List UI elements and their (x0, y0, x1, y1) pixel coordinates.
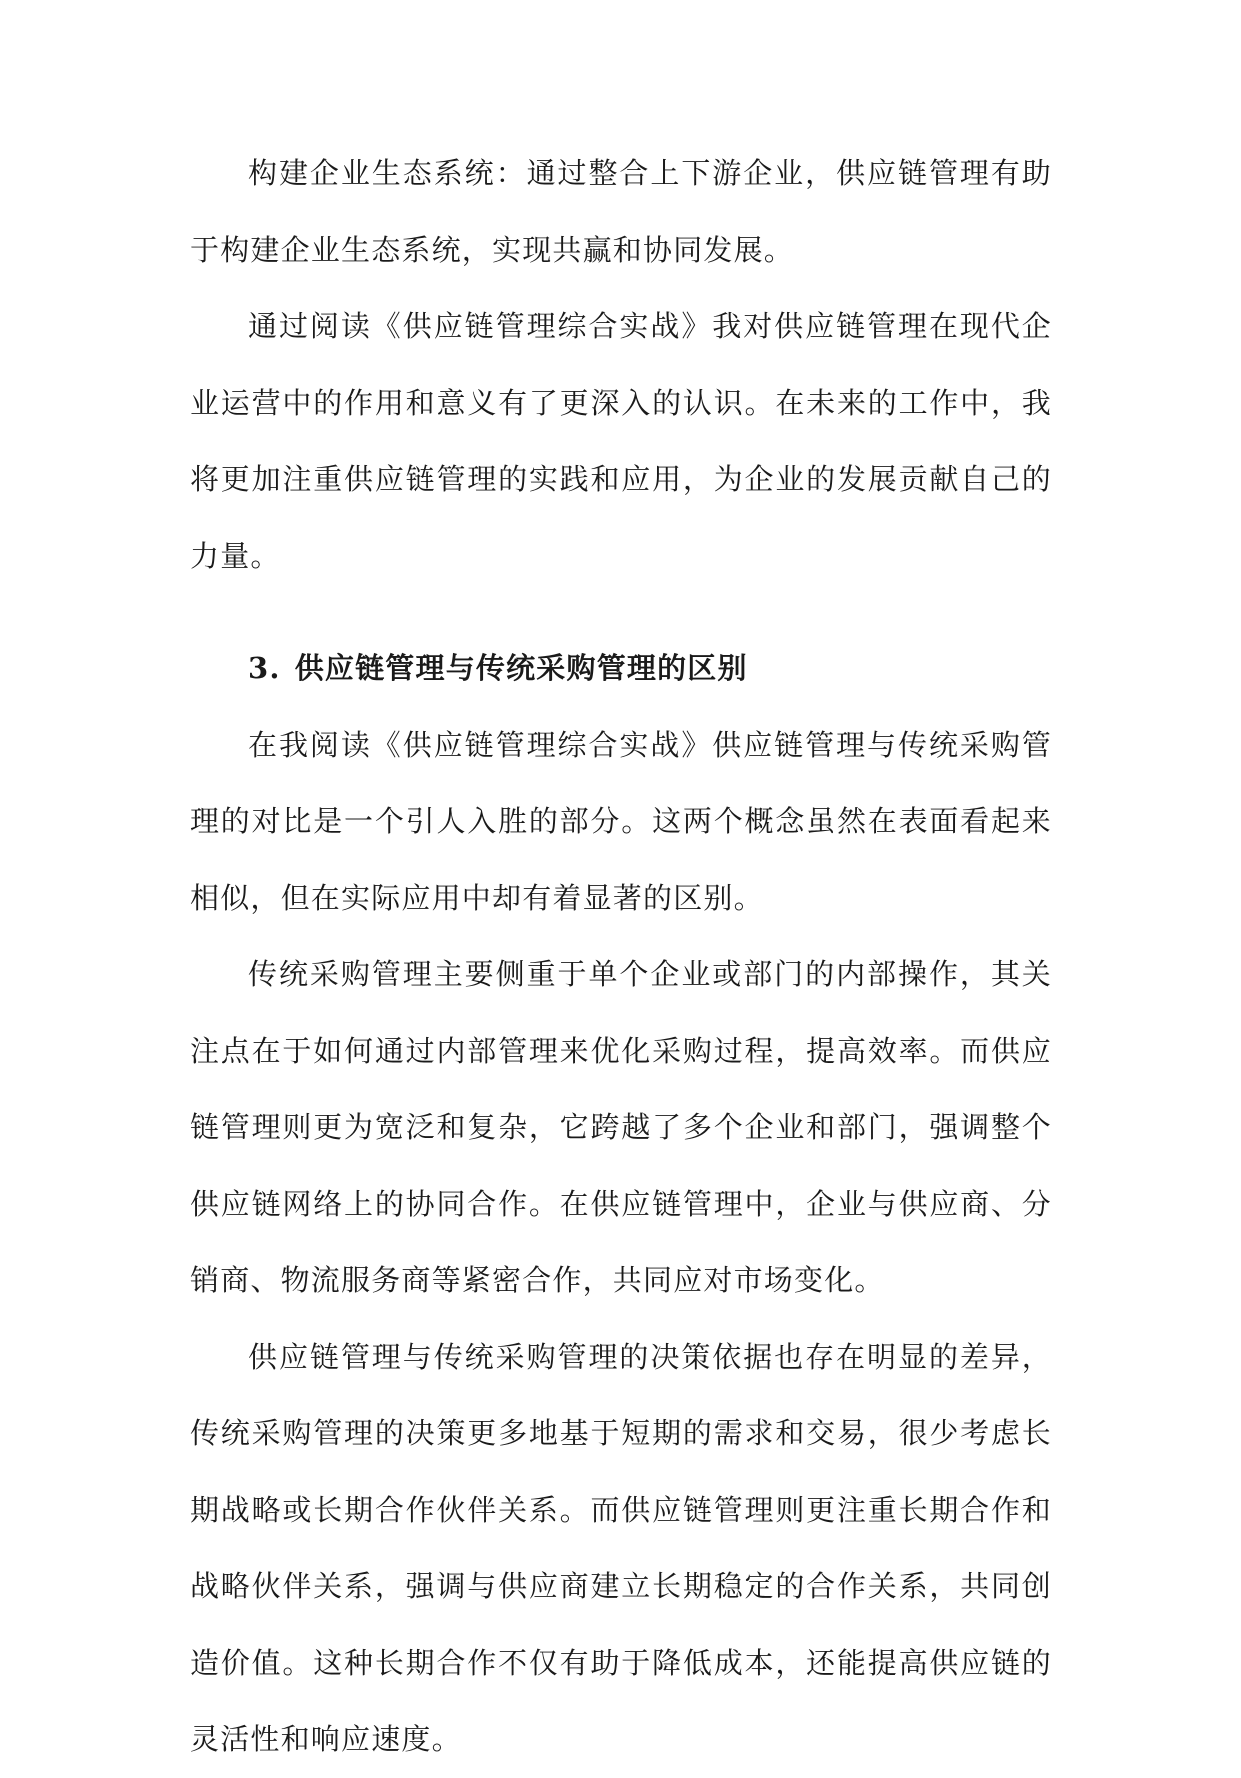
paragraph-ecosystem: 构建企业生态系统：通过整合上下游企业，供应链管理有助于构建企业生态系统，实现共赢和协同发展。 (190, 156, 1052, 267)
section-number: 3. (248, 651, 281, 685)
paragraph-comparison-intro: 在我阅读《供应链管理综合实战》供应链管理与传统采购管理的对比是一个引人入胜的部分。这两个概念虽然在表面看起来相似，但在实际应用中却有着显著的区别。 (190, 727, 1052, 915)
section-heading (190, 630, 1052, 707)
paragraph-reading-reflection: 通过阅读《供应链管理综合实战》我对供应链管理在现代企业运营中的作用和意义有了更深入的认识。在未来的工作中，我将更加注重供应链管理的实践和应用，为企业的发展贡献自己的力量。 (190, 309, 1052, 573)
paragraph-scope-difference: 传统采购管理主要侧重于单个企业或部门的内部操作，其关注点在于如何通过内部管理来优化采购过程，提高效率。而供应链管理则更为宽泛和复杂，它跨越了多个企业和部门，强调整个供应链网络上的协同合作。在供应链管理中，企业与供应商、分销商、物流服务商等紧密合作，共同应对市场变化。 (190, 957, 1052, 1297)
document-page (190, 135, 1052, 1778)
section-title: 供应链管理与传统采购管理的区别 (294, 651, 748, 685)
paragraph-decision-difference: 供应链管理与传统采购管理的决策依据也存在明显的差异，传统采购管理的决策更多地基于短期的需求和交易，很少考虑长期战略或长期合作伙伴关系。而供应链管理则更注重长期合作和战略伙伴关系，强调与供应商建立长期稳定的合作关系，共同创造价值。这种长期合作不仅有助于降低成本，还能提高供应链的灵活性和响应速度。 (190, 1339, 1052, 1756)
